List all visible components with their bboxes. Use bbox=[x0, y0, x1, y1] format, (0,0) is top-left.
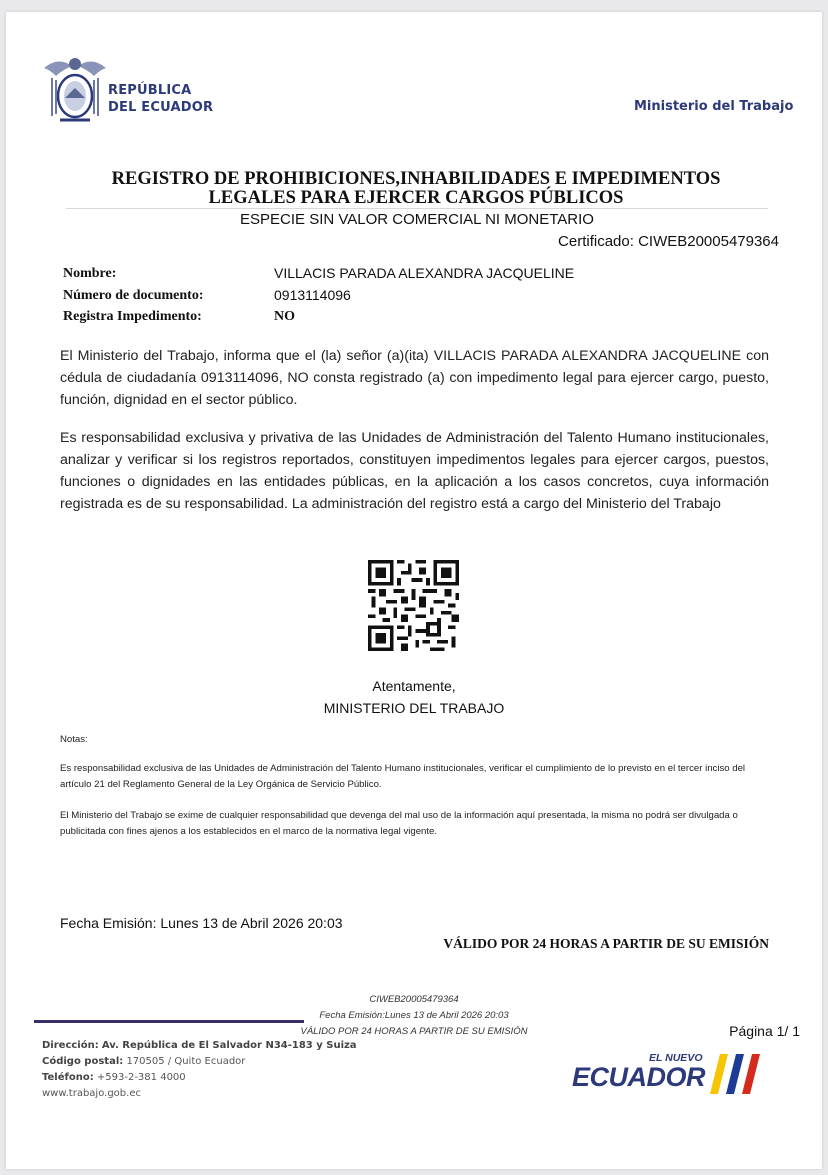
closing-line: Atentamente, bbox=[372, 678, 456, 694]
page-number: Página 1/ 1 bbox=[729, 1023, 800, 1039]
certificate-number: Certificado: CIWEB20005479364 bbox=[558, 233, 779, 250]
website-link[interactable]: www.trabajo.gob.ec bbox=[42, 1088, 141, 1099]
field-label-name: Nombre: bbox=[63, 266, 117, 281]
flag-stripes-icon bbox=[698, 1050, 770, 1098]
validity-statement: VÁLIDO POR 24 HORAS A PARTIR DE SU EMISIÓN bbox=[443, 936, 769, 951]
field-label-impediment: Registra Impedimento: bbox=[63, 309, 202, 324]
country-line2: DEL ECUADOR bbox=[108, 100, 214, 115]
title-divider bbox=[66, 208, 768, 209]
notes-heading: Notas: bbox=[60, 734, 88, 745]
signature-ministry: MINISTERIO DEL TRABAJO bbox=[323, 700, 505, 716]
footer-contact bbox=[42, 1038, 357, 1102]
postal-value: 170505 / Quito Ecuador bbox=[126, 1056, 246, 1067]
address-label: Dirección: bbox=[42, 1040, 99, 1051]
note-2: El Ministerio del Trabajo se exime de cualquier responsabilidad que devenga del mal uso de la información aquí presentada, la misma no podrá ser divulgada o publicitada con fines ajenos a los establecidos en el marco de la normativa legal vigente. bbox=[60, 810, 738, 837]
document-page bbox=[6, 12, 822, 1169]
footer-bar bbox=[34, 1020, 304, 1023]
emission-date: Fecha Emisión: Lunes 13 de Abril 2026 20:03 bbox=[60, 915, 343, 931]
ministry-name: Ministerio del Trabajo bbox=[634, 99, 794, 114]
address-value: Av. República de El Salvador N34-183 y Suiza bbox=[101, 1040, 357, 1051]
brand-small: EL NUEVO bbox=[649, 1052, 703, 1064]
footer-date: Fecha Emisión:Lunes 13 de Abril 2026 20:03 bbox=[319, 1010, 509, 1021]
phone-row bbox=[42, 1070, 357, 1086]
el-nuevo-ecuador-logo bbox=[572, 1048, 772, 1108]
footer-code: CIWEB20005479364 bbox=[369, 994, 459, 1005]
phone-label: Teléfono: bbox=[42, 1072, 94, 1083]
title-line1: REGISTRO DE PROHIBICIONES,INHABILIDADES E IMPEDIMENTOS bbox=[111, 169, 721, 189]
postal-label: Código postal: bbox=[42, 1056, 124, 1067]
body-paragraph-1: El Ministerio del Trabajo, informa que el (la) señor (a)(ita) VILLACIS PARADA ALEXANDRA JACQUELINE con cédula de ciudadanía 0913114096, NO consta registrado (a) con impedimento legal para ejercer cargo, puesto, función, dignidad en el sector público. bbox=[60, 348, 769, 408]
title-line2: LEGALES PARA EJERCER CARGOS PÚBLICOS bbox=[208, 188, 624, 208]
body-paragraph-2: Es responsabilidad exclusiva y privativa de las Unidades de Administración del Talento Humano institucionales, analizar y verificar si los registros reportados, constituyen impedimentos legales para ejercer cargos, puestos, funciones o dignidades en las entidades públicas, en la aplicación a los casos concretos, cuya información registrada es de su responsabilidad. La administración del registro está a cargo del Ministerio del Trabajo bbox=[60, 430, 769, 512]
subtitle: ESPECIE SIN VALOR COMERCIAL NI MONETARIO bbox=[240, 211, 594, 228]
field-value-impediment: NO bbox=[274, 309, 295, 324]
note-1: Es responsabilidad exclusiva de las Unidades de Administración del Talento Humano institucionales, verificar el cumplimiento de lo previsto en el tercer inciso del artículo 21 del Reglamento General de la Ley Orgánica de Servicio Público. bbox=[60, 763, 746, 790]
phone-value: +593-2-381 4000 bbox=[96, 1072, 186, 1083]
field-value-document: 0913114096 bbox=[274, 287, 351, 303]
postal-row bbox=[42, 1054, 357, 1070]
field-label-document: Número de documento: bbox=[63, 288, 204, 303]
coat-of-arms-icon bbox=[40, 54, 110, 128]
footer-validity: VÁLIDO POR 24 HORAS A PARTIR DE SU EMISIÓN bbox=[300, 1026, 528, 1037]
brand-big: ECUADOR bbox=[572, 1062, 706, 1092]
country-name bbox=[108, 82, 213, 116]
qr-code bbox=[368, 560, 459, 651]
address-row bbox=[42, 1038, 357, 1054]
field-value-name: VILLACIS PARADA ALEXANDRA JACQUELINE bbox=[274, 265, 575, 281]
country-line1: REPÚBLICA bbox=[108, 83, 192, 98]
